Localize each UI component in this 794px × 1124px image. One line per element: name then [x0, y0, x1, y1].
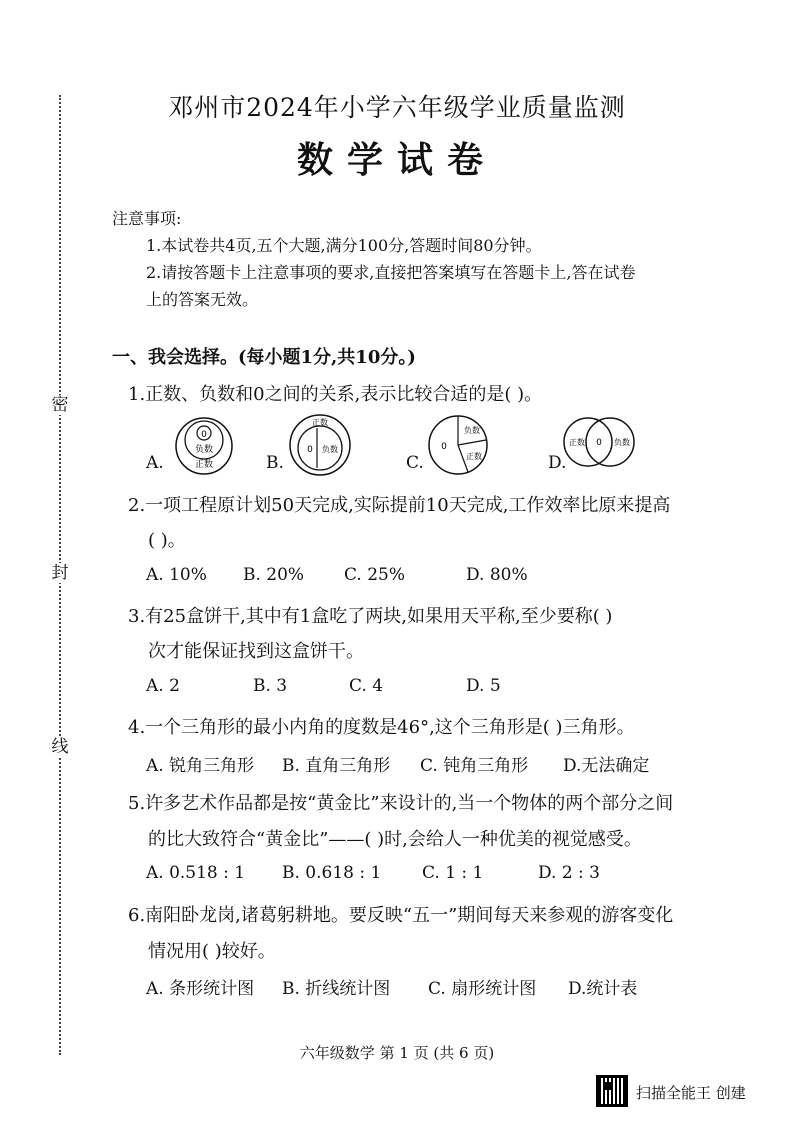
q3-option-a: A. 2 [146, 676, 180, 696]
q1d-pos: 正数 [569, 438, 585, 447]
q1-diagram-d [560, 414, 640, 474]
q1a-pos: 正数 [194, 460, 214, 470]
seal-char-feng: 封 [51, 563, 69, 583]
q4-option-b: B. 直角三角形 [282, 756, 391, 776]
q1b-neg: 负数 [322, 445, 338, 454]
q1-label-a: A. [146, 453, 164, 473]
q5-line-1: 5.许多艺术作品都是按“黄金比”来设计的,当一个物体的两个部分之间 [128, 793, 674, 814]
q4-option-c: C. 钝角三角形 [420, 756, 529, 776]
q6-option-a: A. 条形统计图 [146, 979, 255, 999]
q2-option-c: C. 25% [344, 565, 405, 585]
q2-option-b: B. 20% [243, 565, 305, 585]
q3-option-b: B. 3 [253, 676, 288, 696]
section-1-heading: 一、我会选择。(每小题1分,共10分。) [112, 347, 416, 368]
q3-option-d: D. 5 [466, 676, 501, 696]
q5-option-d: D. 2 : 3 [538, 863, 600, 883]
q5-option-a: A. 0.518 : 1 [146, 863, 246, 883]
q2-option-a: A. 10% [146, 565, 207, 585]
notice-heading: 注意事项: [112, 209, 182, 228]
notice-item-2-line-2: 上的答案无效。 [146, 290, 259, 309]
q2-option-d: D. 80% [466, 565, 528, 585]
q1-diagram-a [170, 414, 240, 478]
seal-char-xian: 线 [51, 737, 69, 757]
q3-line-2: 次才能保证找到这盒饼干。 [148, 641, 364, 662]
q1c-radius-2 [458, 440, 486, 445]
q1-label-d: D. [548, 453, 567, 473]
seal-char-mi: 密 [51, 395, 69, 415]
q1d-neg: 负数 [614, 438, 630, 447]
qr-code-icon [596, 1075, 628, 1107]
q5-option-c: C. 1 : 1 [422, 863, 484, 883]
q4-line-1: 4.一个三角形的最小内角的度数是46°,这个三角形是( )三角形。 [128, 717, 635, 738]
q1b-pos: 正数 [312, 418, 328, 427]
q3-line-1: 3.有25盒饼干,其中有1盒吃了两块,如果用天平称,至少要称( ) [128, 606, 613, 627]
q6-option-c: C. 扇形统计图 [428, 979, 537, 999]
scanner-watermark: 扫描全能王 创建 [636, 1084, 746, 1102]
q1d-zero: 0 [596, 438, 602, 448]
q1-label-c: C. [406, 453, 424, 473]
q1c-pos: 正数 [466, 452, 482, 461]
q1c-zero: 0 [441, 442, 447, 452]
q1b-zero: 0 [307, 445, 313, 455]
q4-option-a: A. 锐角三角形 [146, 756, 255, 776]
q1-diagram-c [424, 412, 494, 478]
q6-line-2: 情况用( )较好。 [148, 941, 276, 962]
exam-title: 邓州市2024年小学六年级学业质量监测 [168, 93, 626, 122]
q6-option-d: D.统计表 [568, 979, 638, 999]
q6-line-1: 6.南阳卧龙岗,诸葛躬耕地。要反映“五一”期间每天来参观的游客变化 [128, 905, 674, 926]
q6-option-b: B. 折线统计图 [282, 979, 391, 999]
q1a-zero: 0 [201, 430, 207, 440]
q1a-neg: 负数 [194, 445, 214, 455]
q3-option-c: C. 4 [349, 676, 384, 696]
notice-item-2-line-1: 2.请按答题卡上注意事项的要求,直接把答案填写在答题卡上,答在试卷 [146, 263, 636, 282]
q1-diagram-b [286, 412, 356, 478]
q2-line-1: 2.一项工程原计划50天完成,实际提前10天完成,工作效率比原来提高 [128, 495, 671, 516]
q1c-neg: 负数 [464, 426, 480, 435]
q1-text: 1.正数、负数和0之间的关系,表示比较合适的是( )。 [128, 384, 543, 405]
q5-line-2: 的比大致符合“黄金比”——( )时,会给人一种优美的视觉感受。 [148, 829, 642, 850]
page-footer: 六年级数学 第 1 页 (共 6 页) [299, 1044, 495, 1062]
exam-subtitle: 数学试卷 [296, 139, 497, 181]
q2-line-2: ( )。 [148, 530, 186, 551]
q5-option-b: B. 0.618 : 1 [282, 863, 382, 883]
notice-item-1: 1.本试卷共4页,五个大题,满分100分,答题时间80分钟。 [146, 236, 542, 255]
q1-label-b: B. [266, 453, 284, 473]
q4-option-d: D.无法确定 [563, 756, 650, 776]
